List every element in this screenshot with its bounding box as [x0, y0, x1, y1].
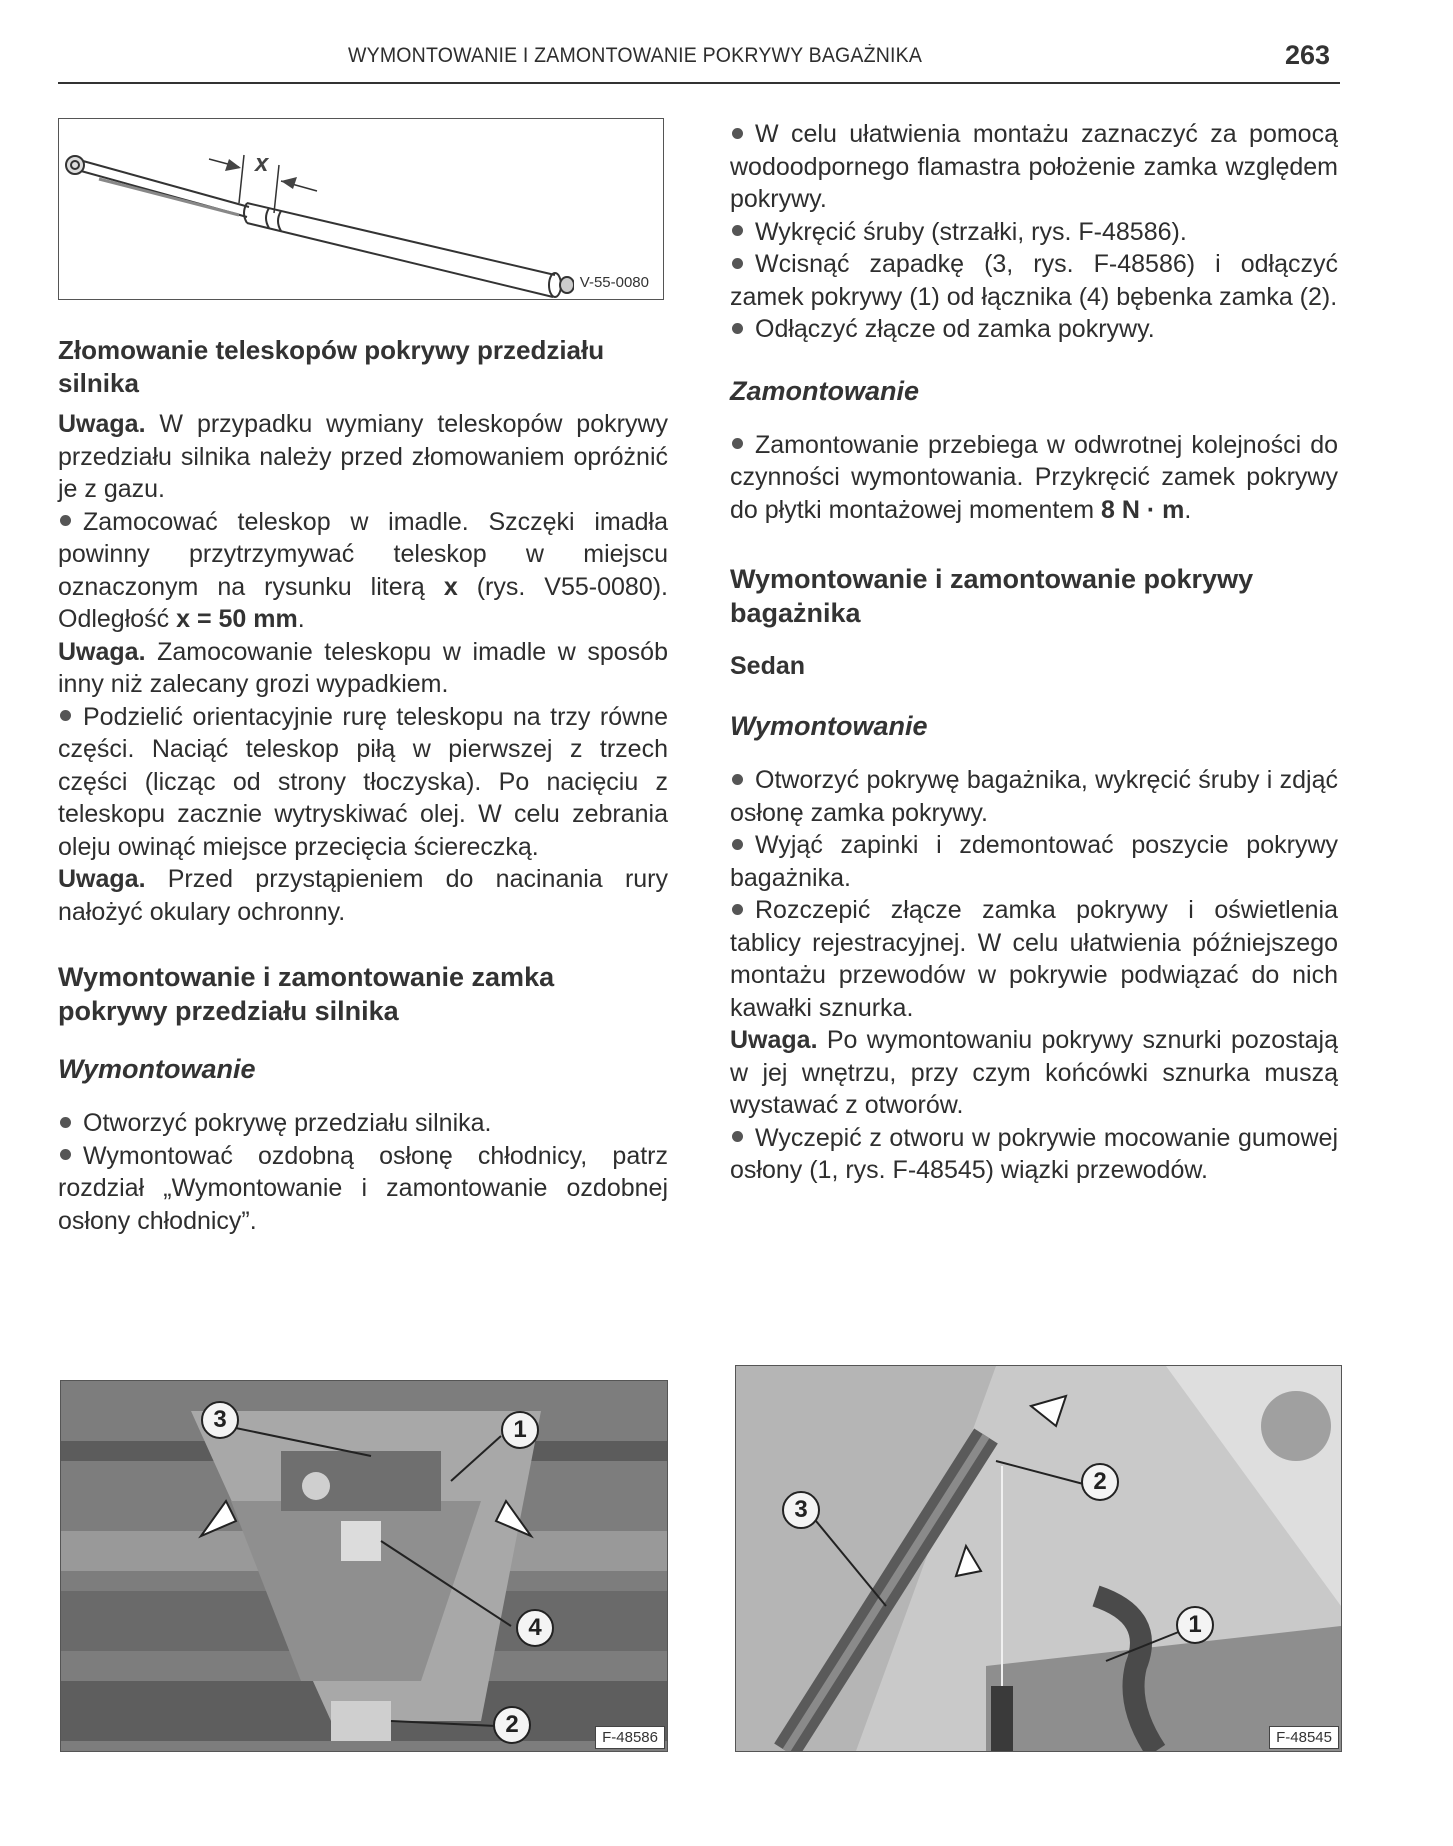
bullet-item — [730, 118, 1338, 216]
bullet-item — [730, 248, 1338, 313]
bullet-icon — [732, 225, 743, 236]
bullet-text: Zamocować teleskop w imadle. Szczęki imadła powinny przytrzymywać teleskop w miejscu oznaczonym na rysunku literą — [58, 507, 668, 601]
section-title: Wymontowanie i zamontowanie zamka pokrywy przedziału silnika — [58, 962, 555, 1026]
bullet-text: Rozczepić złącze zamka pokrywy i oświetlenia tablicy rejestracyjnej. W celu ułatwienia późniejszego montażu przewodów w pokrywie podwiązać do nich kawałki sznurka. — [730, 896, 1338, 1022]
header-title: WYMONTOWANIE I ZAMONTOWANIE POKRYWY BAGAŻNIKA — [348, 44, 923, 67]
photo-trunk-lid — [735, 1365, 1342, 1752]
bullet-text: Odłączyć złącze od zamka pokrywy. — [755, 315, 1155, 343]
period: . — [1184, 495, 1192, 524]
bullet-icon — [60, 515, 71, 526]
subsection-title: Zamontowanie — [730, 375, 920, 406]
note-paragraph — [58, 863, 668, 928]
bullet-text: Wcisnąć zapadkę (3, rys. F-48586) i odłączyć zamek pokrywy (1) od łącznika (4) bębenka zamka (2). — [730, 250, 1338, 311]
torque-value: 8 N · m — [1100, 495, 1185, 524]
callout-1: 1 — [1176, 1606, 1214, 1644]
note-text: W przypadku wymiany teleskopów pokrywy przedziału silnika należy przed złomowaniem opróżnić je z gazu. — [58, 410, 668, 503]
bullet-text: W celu ułatwienia montażu zaznaczyć za pomocą wodoodpornego flamastra położenie zamka względem pokrywy. — [730, 120, 1338, 213]
note-paragraph — [730, 1024, 1338, 1122]
bullet-icon — [732, 1131, 743, 1142]
figure-label: F-48586 — [595, 1726, 665, 1749]
hood-lock-photo-drawing — [61, 1381, 667, 1751]
bullet-icon — [732, 438, 743, 449]
bullet-text: Wykręcić śruby (strzałki, rys. F-48586). — [755, 217, 1187, 246]
dimension-x-label: x — [255, 150, 269, 177]
bullet-item — [730, 1122, 1338, 1187]
bullet-item — [730, 829, 1338, 894]
bullet-text-cont: (rys. V55-0080). Odległość — [58, 572, 668, 633]
bullet-item — [58, 506, 668, 636]
photo-hood-lock — [60, 1380, 668, 1752]
bullet-item — [730, 216, 1338, 249]
left-column — [58, 118, 668, 1237]
figure-gas-strut — [58, 118, 664, 300]
section-title: Złomowanie teleskopów pokrywy przedziału silnika — [58, 335, 605, 398]
bullet-icon — [60, 710, 71, 721]
bullet-item — [730, 429, 1338, 527]
note-label: Uwaga. — [730, 1026, 818, 1054]
bullet-item — [730, 764, 1338, 829]
callout-3: 3 — [782, 1491, 820, 1529]
bullet-item — [730, 894, 1338, 1024]
section-scrapping — [58, 334, 668, 928]
bullet-text: Wyjąć zapinki i zdemontować poszycie pokrywy bagażnika. — [730, 831, 1338, 892]
bullet-text: Otworzyć pokrywę przedziału silnika. — [83, 1109, 492, 1137]
variant-title: Sedan — [730, 652, 806, 680]
bullet-icon — [60, 1117, 71, 1128]
bullet-item — [58, 1107, 668, 1140]
bullet-text: Wymontować ozdobną osłonę chłodnicy, patrz rozdział „Wymontowanie i zamontowanie ozdobnej osłony chłodnicy”. — [58, 1141, 668, 1235]
page-number: 263 — [1284, 40, 1330, 70]
bullet-icon — [732, 774, 743, 785]
bold-x: x — [443, 572, 458, 601]
note-label: Uwaga. — [58, 637, 146, 666]
gas-strut-drawing — [59, 119, 663, 299]
figure-label: V-55-0080 — [574, 272, 655, 293]
trunk-lid-photo-drawing — [736, 1366, 1341, 1751]
note-text: Zamocowanie teleskopu w imadle w sposób inny niż zalecany grozi wypadkiem. — [58, 637, 668, 698]
subsection-title: Wymontowanie — [58, 1054, 256, 1084]
distance-value: x = 50 mm — [176, 605, 298, 633]
bullet-item — [58, 701, 668, 864]
callout-1: 1 — [501, 1411, 539, 1449]
note-text: Po wymontowaniu pokrywy sznurki pozostają w jej wnętrzu, przy czym końcówki sznurka muszą wystawać z otworów. — [730, 1026, 1338, 1119]
callout-4: 4 — [516, 1609, 554, 1647]
running-header — [58, 40, 1340, 84]
bullet-icon — [60, 1149, 71, 1160]
subsection-title: Wymontowanie — [730, 711, 928, 741]
note-paragraph — [58, 408, 668, 506]
note-paragraph — [58, 636, 668, 701]
bullet-icon — [732, 323, 743, 334]
header-divider — [58, 82, 1340, 84]
bullet-icon — [732, 258, 743, 269]
note-text: Przed przystąpieniem do nacinania rury nałożyć okulary ochronny. — [58, 865, 668, 926]
section-title: Wymontowanie i zamontowanie pokrywy bagażnika — [730, 564, 1254, 628]
bullet-text: Podzielić orientacyjnie rurę teleskopu na trzy równe części. Naciąć teleskop piłą w pierwszej z trzech części (licząc od strony tłoczyska). Po nacięciu z teleskopu zacznie wytryskiwać olej. W celu zebrania oleju owinąć miejsce przecięcia ściereczką. — [58, 702, 668, 861]
bullet-text: Otworzyć pokrywę bagażnika, wykręcić śruby i zdjąć osłonę zamka pokrywy. — [730, 766, 1338, 827]
callout-2: 2 — [1081, 1463, 1119, 1501]
period: . — [297, 605, 305, 633]
bullet-item — [730, 313, 1338, 346]
right-column — [730, 118, 1338, 1187]
note-label: Uwaga. — [58, 410, 146, 438]
bullet-text: Wyczepić z otworu w pokrywie mocowanie gumowej osłony (1, rys. F-48545) wiązki przewodów. — [730, 1123, 1338, 1184]
section-hood-lock — [58, 960, 668, 1237]
callout-2: 2 — [493, 1706, 531, 1744]
figure-label: F-48545 — [1269, 1726, 1339, 1749]
bullet-item — [58, 1140, 668, 1238]
bullet-text: Zamontowanie przebiega w odwrotnej kolejności do czynności wymontowania. Przykręcić zamek pokrywy do płytki montażowej momentem — [730, 430, 1338, 524]
bullet-icon — [732, 904, 743, 915]
note-label: Uwaga. — [58, 865, 146, 893]
bullet-icon — [732, 128, 743, 139]
bullet-icon — [732, 839, 743, 850]
callout-3: 3 — [201, 1401, 239, 1439]
